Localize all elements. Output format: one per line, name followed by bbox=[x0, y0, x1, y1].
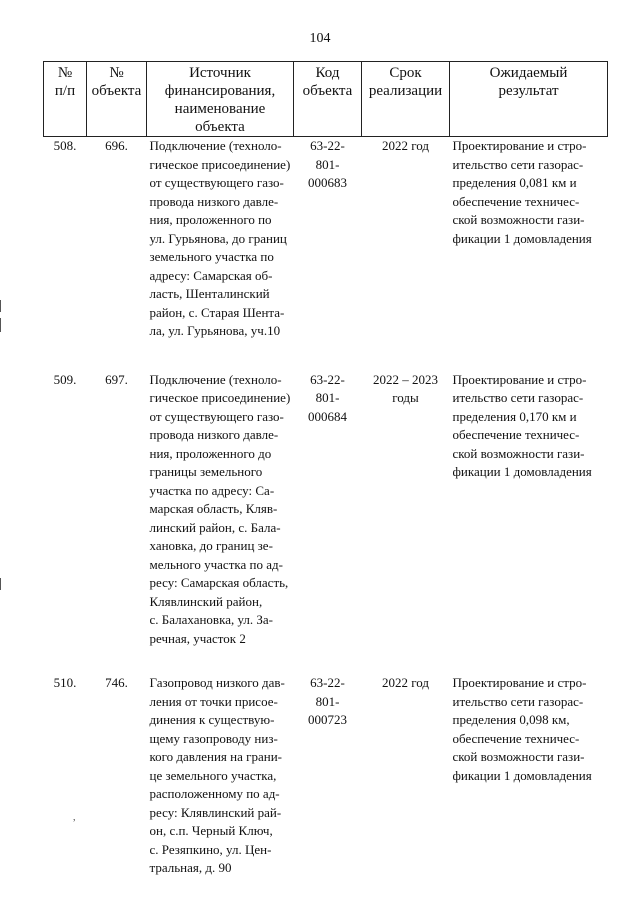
header-expected-result bbox=[450, 62, 608, 137]
cell-line: динения к существую- bbox=[149, 712, 275, 727]
cell-line: 63-22- bbox=[310, 675, 345, 690]
cell-line: пределения 0,081 км и bbox=[452, 175, 577, 190]
cell-line: це земельного участка, bbox=[149, 767, 277, 783]
cell-line: обеспечение техничес- bbox=[452, 427, 580, 442]
cell-line: ской возможности гази- bbox=[452, 445, 585, 461]
header-row-number bbox=[44, 62, 87, 137]
cell-line: Проектирование и стро- bbox=[452, 371, 587, 387]
cell-line: обеспечение техничес- bbox=[452, 193, 580, 209]
cell-line: границы земельного bbox=[149, 464, 263, 479]
cell-line: мельного участка по ад- bbox=[149, 556, 283, 572]
cell-line: ительство сети газорас- bbox=[452, 156, 584, 172]
cell-line: кого давления на грани- bbox=[149, 749, 282, 764]
object-code-cell bbox=[294, 371, 362, 675]
cell-line: ния, проложенного до bbox=[149, 445, 272, 461]
term-cell bbox=[362, 137, 450, 371]
header-line: реализации bbox=[368, 83, 443, 99]
table-row bbox=[44, 674, 608, 878]
header-line: объекта bbox=[91, 83, 142, 99]
cell-line: пределения 0,098 км, bbox=[452, 712, 570, 727]
cell-line: тральная, д. 90 bbox=[149, 860, 232, 875]
header-term bbox=[362, 62, 450, 137]
cell-line: фикации 1 домовладения bbox=[452, 464, 592, 479]
cell-line: 2022 – 2023 bbox=[373, 371, 438, 387]
term-cell bbox=[362, 371, 450, 675]
cell-line: провода низкого давле- bbox=[149, 427, 279, 442]
header-line: п/п bbox=[54, 83, 76, 99]
funding-source-cell bbox=[147, 371, 294, 675]
cell-line: ительство сети газорас- bbox=[452, 693, 584, 709]
cell-line: ресу: Клявлинский рай- bbox=[149, 804, 282, 820]
cell-line: обеспечение техничес- bbox=[452, 730, 580, 746]
cell-line: ул. Гурьянова, до границ bbox=[149, 230, 287, 246]
cell-line: ской возможности гази- bbox=[452, 749, 585, 764]
cell-line: 2022 год bbox=[382, 675, 429, 690]
header-line: № bbox=[57, 65, 73, 81]
header-line: Срок bbox=[389, 65, 422, 81]
cell-line: годы bbox=[392, 390, 419, 405]
objects-table bbox=[43, 61, 608, 878]
header-line: Код bbox=[315, 65, 340, 81]
cell-line: Клявлинский район, bbox=[149, 593, 263, 609]
cell-line: Подключение (техноло- bbox=[149, 371, 282, 387]
cell-line: хановка, до границ зе- bbox=[149, 538, 273, 553]
expected-result-cell bbox=[450, 674, 608, 878]
scan-margin-mark bbox=[0, 300, 1, 312]
cell-line: район, с. Старая Шента- bbox=[149, 304, 285, 320]
cell-line: земельного участка по bbox=[149, 249, 274, 264]
cell-line: гическое присоединение) bbox=[149, 156, 291, 172]
header-object-code bbox=[294, 62, 362, 137]
cell-line: провода низкого давле- bbox=[149, 193, 279, 209]
cell-line: линский район, с. Бала- bbox=[149, 519, 281, 535]
expected-result-cell bbox=[450, 371, 608, 675]
header-line: объекта bbox=[302, 83, 353, 99]
table-row bbox=[44, 137, 608, 371]
cell-line: фикации 1 домовладения bbox=[452, 230, 592, 246]
expected-result-cell bbox=[450, 137, 608, 371]
cell-line: ской возможности гази- bbox=[452, 212, 585, 227]
cell-line: участка по адресу: Са- bbox=[149, 482, 275, 498]
row-number-cell: 509. bbox=[53, 371, 77, 387]
cell-line: пределения 0,170 км и bbox=[452, 408, 577, 424]
cell-line: с. Резяпкино, ул. Цен- bbox=[149, 841, 272, 857]
header-object-number bbox=[87, 62, 147, 137]
term-cell bbox=[362, 674, 450, 878]
header-line: результат bbox=[498, 83, 559, 99]
cell-line: с. Балахановка, ул. За- bbox=[149, 612, 273, 627]
object-number-cell: 697. bbox=[105, 371, 128, 387]
cell-line: 801- bbox=[315, 390, 340, 405]
header-line: Источник bbox=[189, 65, 251, 81]
object-code-cell bbox=[294, 137, 362, 371]
cell-line: щему газопроводу низ- bbox=[149, 730, 278, 746]
cell-line: 63-22- bbox=[310, 371, 345, 387]
object-number-cell: 696. bbox=[105, 138, 128, 153]
cell-line: он, с.п. Черный Ключ, bbox=[149, 823, 273, 838]
header-line: объекта bbox=[195, 119, 245, 135]
cell-line: 63-22- bbox=[310, 138, 345, 153]
cell-line: 2022 год bbox=[382, 138, 429, 153]
header-line: финансирования, bbox=[164, 83, 276, 99]
cell-line: от существующего газо- bbox=[149, 175, 284, 190]
scan-margin-mark bbox=[0, 578, 1, 590]
header-line: наименование bbox=[174, 101, 266, 117]
cell-line: речная, участок 2 bbox=[149, 630, 246, 646]
object-code-cell bbox=[294, 674, 362, 878]
cell-line: ласть, Шенталинский bbox=[149, 286, 270, 301]
object-number-cell: 746. bbox=[105, 675, 128, 690]
cell-line: Подключение (техноло- bbox=[149, 138, 282, 153]
cell-line: расположенному по ад- bbox=[149, 786, 280, 801]
table-row bbox=[44, 371, 608, 675]
scan-speck: , bbox=[73, 812, 76, 823]
cell-line: Проектирование и стро- bbox=[452, 675, 587, 690]
header-line: № bbox=[109, 65, 124, 81]
funding-source-cell bbox=[147, 674, 294, 878]
cell-line: 000683 bbox=[308, 175, 347, 190]
row-number-cell: 508. bbox=[53, 138, 77, 153]
scan-margin-mark bbox=[0, 318, 1, 332]
cell-line: ния, проложенного по bbox=[149, 212, 272, 227]
cell-line: фикации 1 домовладения bbox=[452, 767, 592, 783]
cell-line: ительство сети газорас- bbox=[452, 390, 584, 405]
cell-line: адресу: Самарская об- bbox=[149, 267, 273, 283]
cell-line: ления от точки присое- bbox=[149, 693, 278, 709]
table-header-row bbox=[44, 62, 608, 137]
header-funding-source bbox=[147, 62, 294, 137]
cell-line: 000684 bbox=[308, 408, 347, 424]
cell-line: от существующего газо- bbox=[149, 408, 284, 424]
cell-line: 801- bbox=[315, 156, 340, 172]
cell-line: ла, ул. Гурьянова, уч.10 bbox=[149, 323, 281, 338]
funding-source-cell bbox=[147, 137, 294, 371]
header-line: Ожидаемый bbox=[489, 65, 568, 81]
row-number-cell: 510. bbox=[53, 675, 77, 690]
cell-line: гическое присоединение) bbox=[149, 390, 291, 405]
page-number: 104 bbox=[309, 31, 331, 46]
cell-line: марская область, Кляв- bbox=[149, 501, 278, 516]
cell-line: 000723 bbox=[308, 712, 347, 727]
cell-line: ресу: Самарская область, bbox=[149, 575, 289, 590]
cell-line: 801- bbox=[315, 693, 340, 709]
cell-line: Газопровод низкого дав- bbox=[149, 675, 285, 690]
cell-line: Проектирование и стро- bbox=[452, 138, 587, 153]
